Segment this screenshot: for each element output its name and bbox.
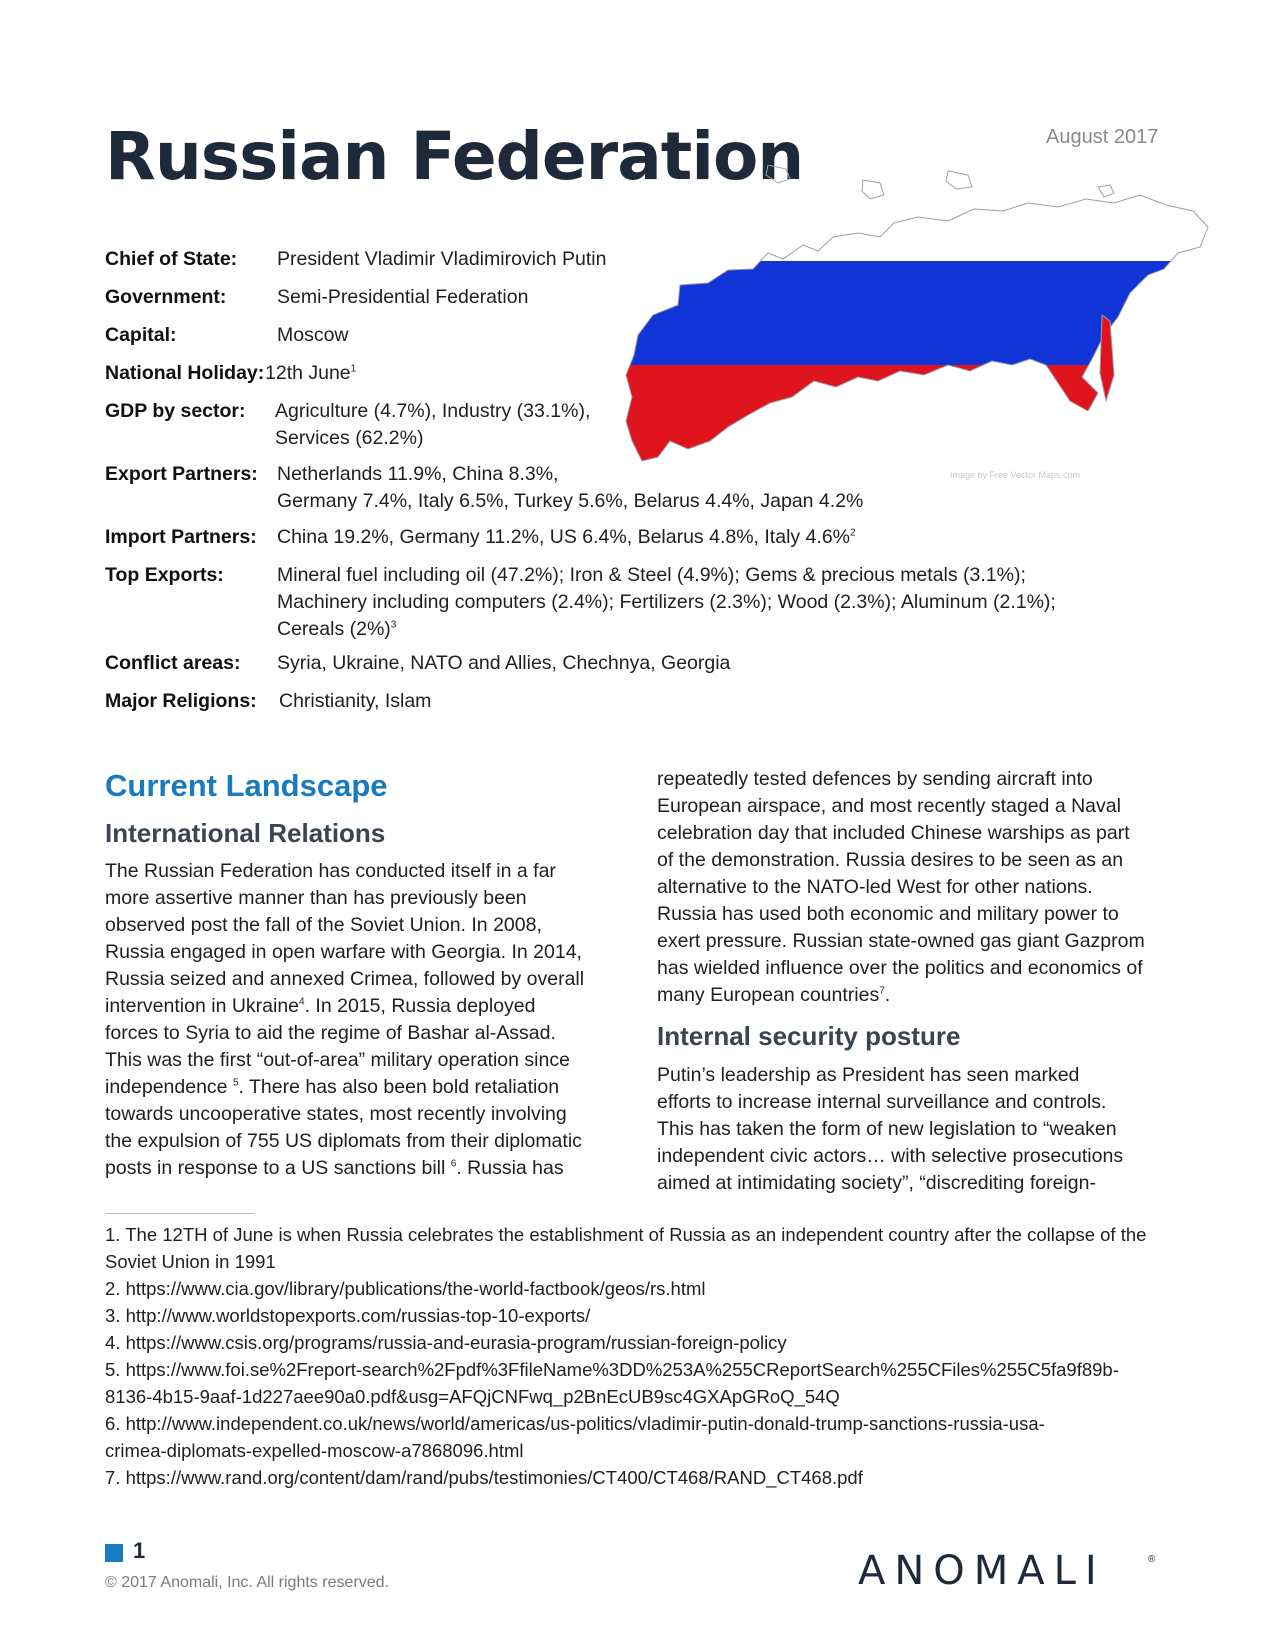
fact-value-line: Germany 7.4%, Italy 6.5%, Turkey 5.6%, Belarus 4.4%, Japan 4.2% (277, 490, 864, 512)
document-date: August 2017 (1046, 126, 1159, 148)
paragraph-line: exert pressure. Russian state-owned gas giant Gazprom (657, 930, 1145, 952)
left-column (105, 858, 605, 1182)
fact-value-line: President Vladimir Vladimirovich Putin (277, 248, 607, 270)
footnote-ref: 7 (879, 985, 885, 997)
paragraph-line: alternative to the NATO-led West for other nations. (657, 876, 1093, 898)
footnote-divider (105, 1213, 255, 1214)
paragraph-line: efforts to increase internal surveillance and controls. (657, 1091, 1107, 1113)
fact-label: Major Religions: (105, 690, 257, 712)
footnote-line: 5. https://www.foi.se%2Freport-search%2Fpdf%3FfileName%3DD%253A%255CReportSearch%255CFiles%255C5fa9f89b- (105, 1359, 1119, 1380)
fact-label: Conflict areas: (105, 652, 241, 674)
fact-value (279, 688, 431, 715)
fact-value (265, 360, 356, 387)
fact-value-line: Cereals $(2\%)^3$ (277, 618, 397, 640)
fact-value-line: Netherlands 11.9%, China 8.3%, (277, 463, 559, 485)
paragraph-line: independence $^5$. There has also been bold retaliation (105, 1076, 560, 1098)
fact-label: Chief of State: (105, 248, 238, 270)
fact-value-line: Semi-Presidential Federation (277, 286, 529, 308)
paragraph-line: The Russian Federation has conducted itself in a far (105, 860, 556, 882)
fact-label: Government: (105, 286, 227, 308)
fact-value-line: Services (62.2%) (275, 427, 424, 449)
subheading-internal-security: Internal security posture (657, 1021, 961, 1051)
fact-value-line: Agriculture (4.7%), Industry (33.1%), (275, 400, 591, 422)
paragraph-line: many European countries$^7$. (657, 984, 891, 1006)
fact-value-line: China 19.2%, Germany 11.2%, US 6.4%, Belarus 4.8%, Italy 4.6%$^2$ (277, 526, 856, 548)
fact-label: Top Exports: (105, 564, 224, 586)
paragraph-line: celebration day that included Chinese warships as part (657, 822, 1130, 844)
fact-value-line: 12th June$^1$ (265, 362, 357, 384)
fact-value (277, 562, 1056, 643)
fact-value (277, 246, 606, 273)
paragraph-line: European airspace, and most recently staged a Naval (657, 795, 1121, 817)
paragraph-line: Russia has used both economic and military power to (657, 903, 1119, 925)
fact-label: GDP by sector: (105, 400, 246, 422)
paragraph-line: forces to Syria to aid the regime of Bashar al-Assad. (105, 1022, 556, 1044)
fact-value (277, 524, 856, 551)
footnote-ref: 6 (450, 1158, 457, 1170)
fact-value-line: Syria, Ukraine, NATO and Allies, Chechnya, Georgia (277, 652, 731, 674)
footnote-line: 3. http://www.worldstopexports.com/russias-top-10-exports/ (105, 1305, 591, 1326)
flag-blue-band (618, 261, 1218, 365)
footnotes (105, 1221, 1205, 1491)
fact-value-line: Moscow (277, 324, 349, 346)
fact-value (277, 461, 863, 515)
fact-value (277, 650, 730, 677)
logo-registered-mark: ® (1148, 1554, 1156, 1565)
footnote-ref: 3 (390, 619, 397, 631)
paragraph-line: This has taken the form of new legislation to “weaken (657, 1118, 1117, 1140)
footnote-ref: 2 (850, 527, 856, 539)
fact-label: Export Partners: (105, 463, 258, 485)
fact-label: Import Partners: (105, 526, 257, 548)
subheading-international-relations: International Relations (105, 818, 386, 848)
fact-value (277, 322, 349, 349)
footnote-line: crimea-diplomats-expelled-moscow-a7868096.html (105, 1440, 524, 1461)
paragraph-line: towards uncooperative states, most recently involving (105, 1103, 567, 1125)
footnote-line: 1. The 12TH of June is when Russia celebrates the establishment of Russia as an independent country after the collapse of the (105, 1224, 1147, 1245)
paragraph-line: the expulsion of 755 US diplomats from their diplomatic (105, 1130, 582, 1152)
fact-label: National Holiday: (105, 362, 265, 384)
paragraph-line: more assertive manner than has previously been (105, 887, 527, 909)
footnote-line: 2. https://www.cia.gov/library/publications/the-world-factbook/geos/rs.html (105, 1278, 706, 1299)
paragraph-line: has wielded influence over the politics and economics of (657, 957, 1143, 979)
copyright: © 2017 Anomali, Inc. All rights reserved. (105, 1574, 389, 1591)
paragraph-line: posts in response to a US sanctions bill $^6$. Russia has (105, 1157, 564, 1179)
anomali-logo: ANOMALI (858, 1548, 1106, 1594)
paragraph-line: repeatedly tested defences by sending aircraft into (657, 768, 1093, 790)
right-column-top (657, 766, 1167, 1009)
fact-value (277, 284, 528, 311)
footnote-line: Soviet Union in 1991 (105, 1251, 276, 1272)
map-credit: Image by Free Vector Maps.com (950, 470, 1081, 480)
paragraph-line: of the demonstration. Russia desires to be seen as an (657, 849, 1124, 871)
footnote-ref: 5 (232, 1077, 239, 1089)
paragraph-line: intervention in Ukraine$^4$. In 2015, Russia deployed (105, 995, 536, 1017)
page-title: Russian Federation (105, 118, 804, 195)
footnote-ref: 1 (350, 363, 357, 375)
paragraph-line: Putin’s leadership as President has seen marked (657, 1064, 1080, 1086)
paragraph-line: observed post the fall of the Soviet Union. In 2008, (105, 914, 542, 936)
russia-flag-map-image (618, 165, 1218, 490)
footnote-line: 4. https://www.csis.org/programs/russia-and-eurasia-program/russian-foreign-policy (105, 1332, 787, 1353)
paragraph-line: independent civic actors… with selective prosecutions (657, 1145, 1124, 1167)
fact-value (275, 398, 590, 452)
footnote-ref: 4 (299, 996, 305, 1008)
paragraph-line: This was the first “out-of-area” military operation since (105, 1049, 570, 1071)
page-marker (105, 1544, 123, 1562)
paragraph-line: aimed at intimidating society”, “discrediting foreign- (657, 1172, 1096, 1194)
flag-white-band (618, 165, 1218, 261)
fact-value-line: Mineral fuel including oil (47.2%); Iron & Steel (4.9%); Gems & precious metals (3.1%); (277, 564, 1026, 586)
paragraph-line: Russia engaged in open warfare with Georgia. In 2014, (105, 941, 582, 963)
fact-value-line: Christianity, Islam (279, 690, 432, 712)
fact-value-line: Machinery including computers (2.4%); Fertilizers (2.3%); Wood (2.3%); Aluminum (2.1%); (277, 591, 1056, 613)
fact-label: Capital: (105, 324, 177, 346)
footnote-line: 8136-4b15-9aaf-1d227aee90a0.pdf&usg=AFQjCNFwq_p2BnEcUB9sc4GXApGRoQ_54Q (105, 1386, 840, 1407)
footnote-line: 6. http://www.independent.co.uk/news/world/americas/us-politics/vladimir-putin-donald-trump-sanctions-russia-usa- (105, 1413, 1045, 1434)
right-column-bottom (657, 1062, 1167, 1197)
section-heading: Current Landscape (105, 768, 388, 803)
page-number: 1 (133, 1538, 146, 1563)
footnote-line: 7. https://www.rand.org/content/dam/rand/pubs/testimonies/CT400/CT468/RAND_CT468.pdf (105, 1467, 863, 1488)
paragraph-line: Russia seized and annexed Crimea, followed by overall (105, 968, 585, 990)
